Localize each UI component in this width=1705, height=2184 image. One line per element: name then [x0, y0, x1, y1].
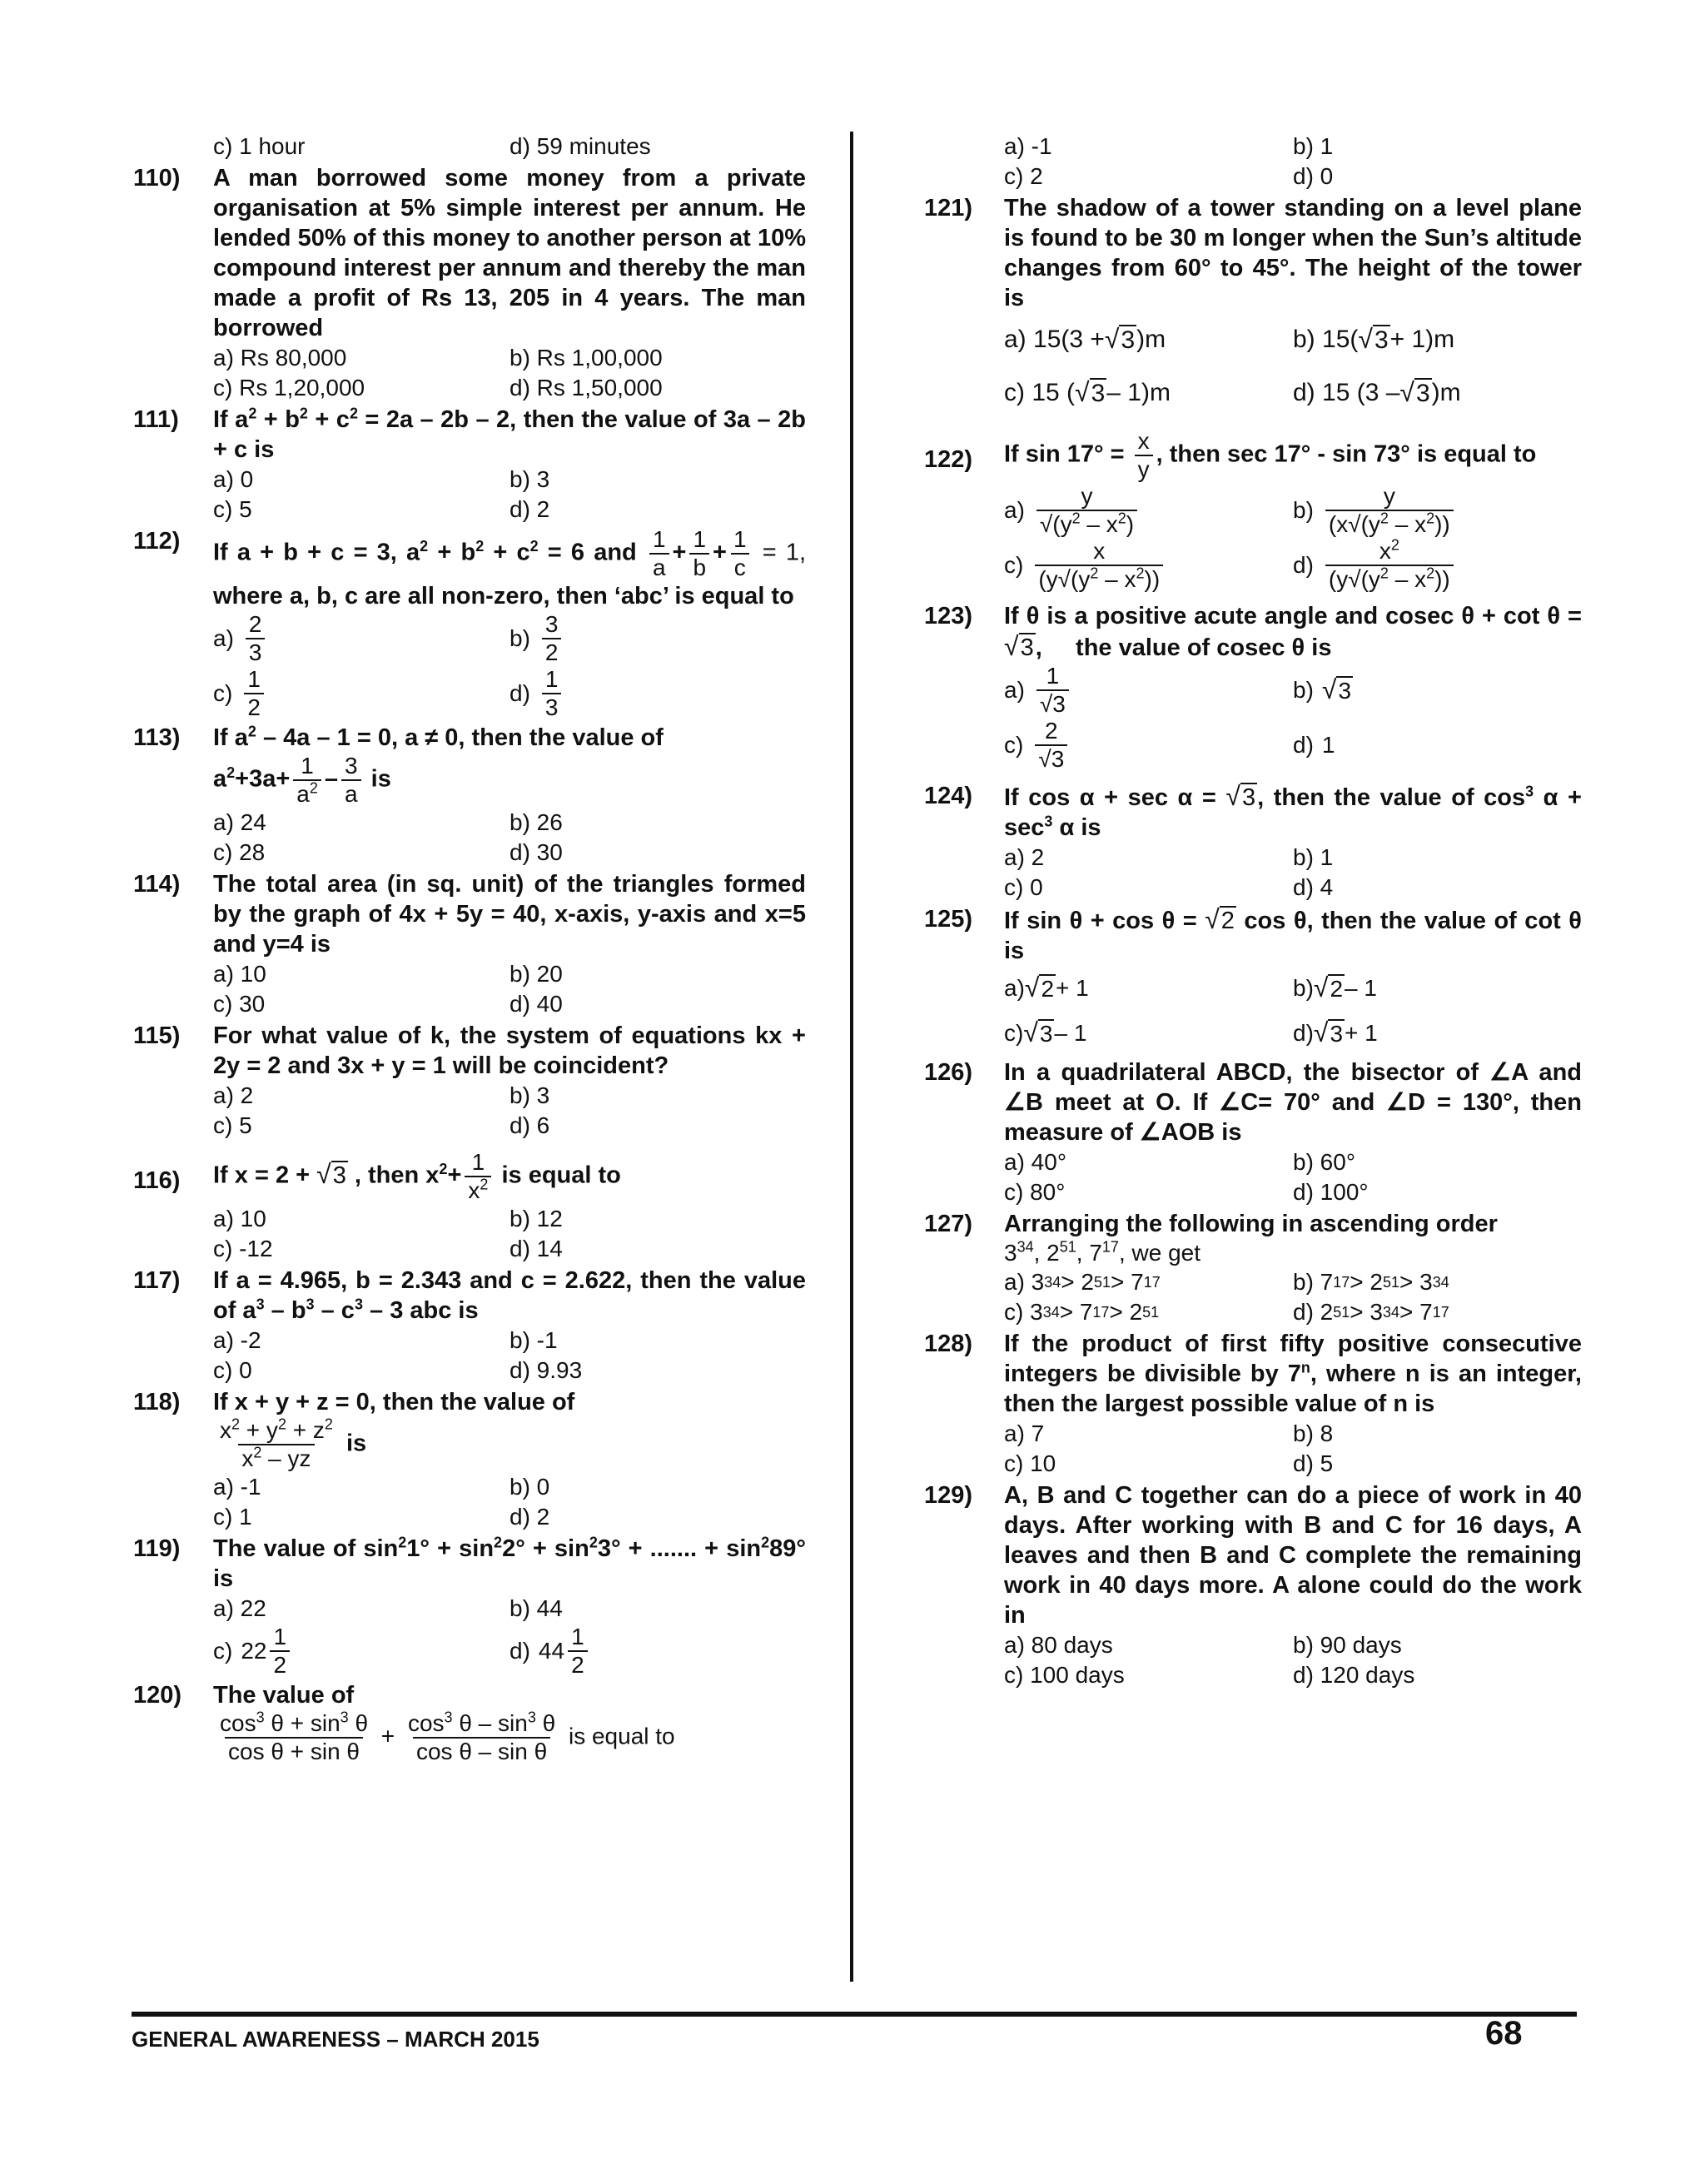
- option: c) $\frac{x}{(y√(y^2 - x^2))}$: [1004, 538, 1293, 593]
- option: d) 0: [1293, 163, 1334, 189]
- option: a) -1: [1004, 133, 1052, 159]
- question-112: [133, 526, 806, 721]
- option: a) Rs 80,000: [213, 345, 347, 371]
- question-110: [133, 163, 806, 403]
- option: c) 28: [213, 839, 266, 865]
- question-stem: If a = 4.965, b = 2.343 and c = 2.622, then the value of $a^3 - b^3 - c^3 - 3$ abc is: [213, 1267, 806, 1324]
- option: d) 2: [510, 1504, 550, 1530]
- option: a) -1: [213, 1474, 261, 1500]
- question-number: 116): [133, 1167, 181, 1194]
- options: [1004, 1419, 1582, 1479]
- option: d) 2: [510, 496, 550, 522]
- options: [1004, 483, 1582, 593]
- question-number: 118): [133, 1389, 181, 1415]
- question-stem: If $a^2 - 4a - 1 = 0$, a ≠ 0, then the value of: [213, 723, 664, 751]
- options: [213, 1326, 806, 1386]
- question-stem: A, B and C together can do a piece of work in 40 days. After working with B and C for 16 days, A leaves and then B and C complete the remaining work in 40 days more. A alone could do the work in: [1004, 1482, 1582, 1629]
- option: b) 0: [510, 1474, 550, 1500]
- option: c) 100 days: [1004, 1662, 1125, 1688]
- question-number: 129): [924, 1482, 973, 1509]
- question-number: 121): [924, 195, 973, 221]
- option: a) 22: [213, 1595, 266, 1621]
- question-stem: The shadow of a tower standing on a level plane is found to be 30 m longer when the Sun’s altitude changes from 60° to 45°. The height of the tower is: [1004, 195, 1582, 311]
- option: d) $\frac{x^2}{(y√(y^2 - x^2))}$: [1293, 538, 1582, 593]
- option: a) 10: [213, 1206, 266, 1231]
- question-tail: is equal to: [568, 1723, 675, 1749]
- option: b) 60°: [1293, 1149, 1356, 1175]
- question-expression: $3^{34}$, $2^{51}$, $7^{17}$, we get: [1004, 1238, 1201, 1266]
- question-113: [133, 723, 806, 868]
- question-127: [924, 1209, 1582, 1327]
- option: c) 80°: [1004, 1179, 1066, 1205]
- option: d) 44 $\frac{1}{2}$: [510, 1624, 806, 1679]
- footer-rule: [132, 2012, 1577, 2017]
- option: b) Rs 1,00,000: [510, 345, 663, 371]
- question-number: 113): [133, 724, 181, 751]
- option: d) 120 days: [1293, 1662, 1415, 1688]
- question-117: [133, 1266, 806, 1386]
- question-expression: $a^2+3a+$ $\frac{1}{a^2}$ – $\frac{3}{a}$ is: [213, 753, 391, 807]
- question-stem-end: where a, b, c are all non-zero, then ‘abc’ is equal to: [213, 583, 794, 609]
- page-number: 68: [1485, 2015, 1523, 2052]
- question-121: [924, 193, 1582, 420]
- option: a) 0: [213, 466, 254, 492]
- option: a) $\frac{2}{3}$: [213, 611, 510, 666]
- options: [213, 1472, 806, 1532]
- option: a) $\frac{y}{√(y^2 - x^2)}$: [1004, 483, 1293, 538]
- option: d) 40: [510, 991, 563, 1017]
- question-number: 122): [924, 446, 973, 473]
- question-number: 115): [133, 1022, 181, 1049]
- question-number: 126): [924, 1059, 973, 1086]
- question-116: [133, 1149, 806, 1264]
- question-stem: If the product of first fifty positive consecutive integers be divisible by 7$^n$, where n is an integer, then the largest possible value of n is: [1004, 1331, 1582, 1417]
- question-number: 128): [924, 1331, 973, 1357]
- options: [213, 611, 806, 721]
- question-123: [924, 601, 1582, 773]
- option: a) 2: [213, 1082, 254, 1108]
- options: [213, 808, 806, 868]
- question-119: [133, 1534, 806, 1679]
- question-stem: If sin θ + cos θ = √2 cos θ, then the value of cot θ is: [1004, 904, 1582, 964]
- question-stem: Arranging the following in ascending order: [1004, 1211, 1498, 1237]
- option: d) 4: [1293, 874, 1334, 900]
- option: d) 14: [510, 1236, 563, 1261]
- option: c) 1: [213, 1504, 252, 1530]
- question-120: [133, 1680, 806, 1765]
- options: [213, 343, 806, 403]
- option: c) 22 $\frac{1}{2}$: [213, 1624, 510, 1679]
- option: d) 59 minutes: [510, 133, 651, 159]
- question-122: [924, 428, 1582, 593]
- option: c) √3 – 1: [1004, 1017, 1087, 1047]
- option: c) 1 hour: [213, 133, 306, 159]
- option: b) -1: [510, 1327, 558, 1353]
- right-column: [924, 132, 1582, 1690]
- question-expression: $\frac{\cos^3 \theta + \sin^3 \theta}{\text{cos θ + sin θ}}$ + $\frac{\cos^3 \theta - \sin^3 \theta}{\text{cos θ – sin θ}}$ is equal to: [220, 1709, 675, 1764]
- question-stem: The value of: [213, 1682, 355, 1709]
- question-stem: A man borrowed some money from a private organisation at 5% simple interest per annum. He lended 50% of this money to another person at 10% compound interest per annum and thereby the man made a profit of Rs 13, 205 in 4 years. The man borrowed: [213, 165, 806, 341]
- option: c) 30: [213, 991, 266, 1017]
- question-stem: If $a^2 + b^2 + c^2 = 2a - 2b - 2$, then the value of 3a – 2b + c is: [213, 405, 806, 463]
- options: [213, 465, 806, 525]
- question-129: [924, 1480, 1582, 1690]
- option: d) 100°: [1293, 1179, 1369, 1205]
- option: c) 2: [1004, 163, 1043, 189]
- option: b) $\frac{y}{(x√(y^2 - x^2))}$: [1293, 483, 1582, 538]
- option: a) 24: [213, 809, 266, 835]
- question-125: [924, 904, 1582, 1056]
- footer-title: GENERAL AWARENESS – MARCH 2015: [132, 2027, 539, 2052]
- options: [1004, 1267, 1582, 1327]
- option: d) 5: [1293, 1450, 1334, 1476]
- question-stem: In a quadrilateral ABCD, the bisector of ∠A and ∠B meet at O. If ∠C= 70° and ∠D = 130°, then measure of ∠AOB is: [1004, 1059, 1582, 1146]
- option: a) 3 34 > 2 51 > 7 17: [1004, 1269, 1161, 1295]
- question-number: 110): [133, 165, 181, 192]
- option: a) 7: [1004, 1420, 1045, 1446]
- option: c) 10: [1004, 1450, 1056, 1476]
- q120-options-carry: [1004, 132, 1582, 192]
- option: d) √3 + 1: [1293, 1017, 1378, 1047]
- question-number: 120): [133, 1682, 182, 1709]
- question-118: [133, 1387, 806, 1532]
- question-114: [133, 869, 806, 1019]
- option: c) 5: [213, 496, 252, 522]
- column-divider: [850, 132, 853, 1982]
- left-column: [133, 132, 806, 1765]
- options: [1004, 1147, 1582, 1207]
- q109-options-carry: [213, 132, 806, 162]
- question-stem: If sin 17° = $\frac{x}{y}$ , then sec 17° - sin 73° is equal to: [1004, 428, 1537, 482]
- option: b) √2 – 1: [1293, 973, 1377, 1002]
- question-number: 124): [924, 783, 973, 809]
- option: b) 1: [1293, 133, 1334, 159]
- option: b) 8: [1293, 1420, 1334, 1446]
- option: c) 0: [213, 1357, 252, 1383]
- option: b) 20: [510, 961, 563, 987]
- question-111: [133, 405, 806, 525]
- options: [213, 1204, 806, 1264]
- option: c) 15 ( √3 – 1)m: [1004, 377, 1171, 407]
- option: b) 1: [1293, 844, 1334, 870]
- option: d) 30: [510, 839, 563, 865]
- options: [1004, 1630, 1582, 1690]
- question-stem: The total area (in sq. unit) of the triangles formed by the graph of 4x + 5y = 40, x-axis, y-axis and x=5 and y=4 is: [213, 871, 806, 958]
- option: b) 7 17 > 2 51 > 3 34: [1293, 1269, 1449, 1295]
- option: b) 3: [510, 1082, 550, 1108]
- question-number: 117): [133, 1267, 181, 1294]
- option: d) $\frac{1}{3}$: [510, 666, 806, 721]
- option: c) $\frac{1}{2}$: [213, 666, 510, 721]
- options: [213, 1081, 806, 1141]
- option: c) 0: [1004, 874, 1043, 900]
- question-stem: If a + b + c = 3, $a^2 + b^2 + c^2 = 6$ and $\frac{1}{a}$ + $\frac{1}{b}$ + $\frac{1}{c}$ = 1, where a, b, c are all non-zero, then ‘abc’ is equal to: [213, 526, 807, 609]
- option: a) -2: [213, 1327, 261, 1353]
- option: b) 15( √3 + 1)m: [1293, 324, 1455, 354]
- options: [1004, 313, 1582, 420]
- options: [1004, 663, 1582, 773]
- option: c) Rs 1,20,000: [213, 375, 365, 400]
- option: b) 44: [510, 1595, 563, 1621]
- option: c) $\frac{2}{√3}$: [1004, 718, 1293, 773]
- option: b) √3: [1293, 674, 1352, 704]
- question-stem: If cos α + sec α = √3, then the value of $\cos^3 \alpha + \sec^3 \alpha$ is: [1004, 781, 1582, 841]
- question-number: 111): [133, 406, 179, 433]
- question-number: 119): [133, 1535, 181, 1562]
- option: c) 3 34 > 7 17 > 2 51: [1004, 1299, 1160, 1325]
- option: a) 2: [1004, 844, 1045, 870]
- option: a) 15(3 + √3 )m: [1004, 324, 1166, 354]
- question-number: 123): [924, 603, 973, 629]
- option: d) 15 (3 – √3 )m: [1293, 377, 1461, 407]
- option: c) -12: [213, 1236, 273, 1261]
- question-stem: For what value of k, the system of equations kx + 2y = 2 and 3x + y = 1 will be coincident?: [213, 1022, 806, 1079]
- option: b) 90 days: [1293, 1632, 1402, 1658]
- question-number: 112): [133, 528, 181, 555]
- options: [1004, 966, 1582, 1056]
- option: d) 2 51 > 3 34 > 7 17: [1293, 1299, 1449, 1325]
- question-128: [924, 1329, 1582, 1479]
- option: a) 10: [213, 961, 266, 987]
- question-number: 114): [133, 871, 181, 898]
- question-stem: If θ is a positive acute angle and cosec θ + cot θ = √3, the value of cosec θ is: [1004, 603, 1582, 661]
- options: [213, 959, 806, 1019]
- option: b) 3: [510, 466, 550, 492]
- option: a) √2 + 1: [1004, 973, 1089, 1002]
- option: d) 6: [510, 1112, 550, 1138]
- question-115: [133, 1021, 806, 1141]
- question-expression: $\frac{x^2 + y^2 + z^2}{x^2 - yz}$ is: [220, 1415, 367, 1471]
- option: b) $\frac{3}{2}$: [510, 611, 806, 666]
- option: a) $\frac{1}{√3}$: [1004, 663, 1293, 718]
- question-stem: If x + y + z = 0, then the value of: [213, 1389, 575, 1415]
- options: [1004, 843, 1582, 903]
- option: d) Rs 1,50,000: [510, 375, 663, 400]
- question-stem: If x = 2 + √3 , then $x^2+$ $\frac{1}{x^2}$ is equal to: [213, 1149, 621, 1203]
- options: [213, 1594, 806, 1679]
- question-126: [924, 1057, 1582, 1207]
- option: d) 1: [1293, 732, 1335, 758]
- question-number: 127): [924, 1211, 973, 1237]
- question-124: [924, 781, 1582, 903]
- question-stem: The value of $\sin^21^\circ + \sin^22^\circ + \sin^23^\circ$ + ....... + $\sin^289^\circ$ is: [213, 1534, 806, 1592]
- option: d) 9.93: [510, 1357, 583, 1383]
- option: a) 40°: [1004, 1149, 1067, 1175]
- option: b) 26: [510, 809, 563, 835]
- option: b) 12: [510, 1206, 563, 1231]
- option: c) 5: [213, 1112, 252, 1138]
- option: a) 80 days: [1004, 1632, 1113, 1658]
- question-number: 125): [924, 906, 973, 933]
